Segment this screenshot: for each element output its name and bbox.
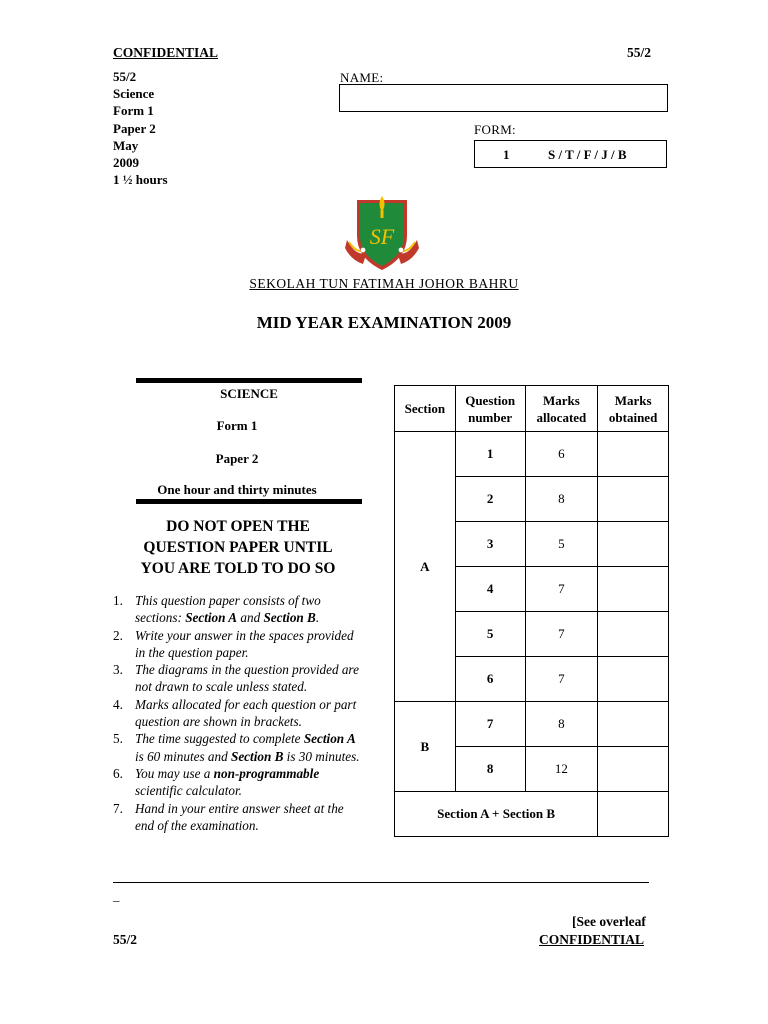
meta-duration: 1 ½ hours: [113, 172, 168, 188]
marks-table: [394, 385, 669, 837]
form-label: FORM:: [474, 122, 516, 137]
marks-obtained-field[interactable]: [598, 702, 669, 747]
marks-allocated: 8: [525, 477, 598, 522]
instructions-list: [113, 592, 363, 834]
question-number: 3: [455, 522, 525, 567]
paper-duration: One hour and thirty minutes: [157, 482, 317, 497]
warning-text: [108, 516, 368, 579]
svg-text:SF: SF: [369, 224, 395, 249]
meta-subject: Science: [113, 86, 155, 102]
paper-subject: SCIENCE: [220, 386, 278, 401]
meta-form: Form 1: [113, 103, 154, 119]
instruction-number: 2.: [113, 627, 123, 643]
instruction-item: 1. This question paper consists of two sections: Section A and Section B.: [113, 593, 321, 626]
instruction-item: 6. You may use a non-programmable scientific calculator.: [113, 765, 320, 799]
warning-line-3: YOU ARE TOLD TO DO SO: [140, 560, 336, 577]
footer-confidential: CONFIDENTIAL: [539, 932, 645, 947]
footer-rule: [113, 882, 649, 883]
total-marks-field[interactable]: [598, 792, 669, 837]
meta-paper: Paper 2: [113, 120, 156, 136]
question-number: 2: [455, 477, 525, 522]
form-number: 1: [503, 147, 510, 162]
instruction-item: 5. The time suggested to complete Section A is 60 minutes and Section B is 30 minutes.: [113, 731, 360, 764]
form-classes: S / T / F / J / B: [548, 147, 627, 162]
table-row: [395, 432, 669, 477]
question-number: 8: [455, 747, 525, 792]
confidential-header: CONFIDENTIAL: [113, 45, 219, 60]
divider-top: [136, 378, 362, 383]
school-logo: [343, 192, 421, 274]
marks-obtained-field[interactable]: [598, 522, 669, 567]
instruction-item: 4. Marks allocated for each question or part question are shown in brackets.: [113, 696, 357, 730]
exam-title: MID YEAR EXAMINATION 2009: [256, 313, 512, 332]
instruction-number: 6.: [113, 765, 123, 781]
section-a-cell: A: [395, 432, 456, 702]
question-number: 6: [455, 657, 525, 702]
marks-obtained-field[interactable]: [598, 567, 669, 612]
warning-line-1: DO NOT OPEN THE: [166, 518, 310, 535]
marks-obtained-field[interactable]: [598, 657, 669, 702]
meta-code: 55/2: [113, 69, 137, 84]
instruction-number: 3.: [113, 662, 123, 678]
paper-number: Paper 2: [215, 451, 259, 466]
marks-allocated: 7: [525, 657, 598, 702]
total-label: Section A + Section B: [395, 792, 598, 837]
header-section: Section: [395, 386, 456, 432]
instruction-number: 1.: [113, 593, 123, 608]
see-overleaf: [See overleaf: [572, 914, 646, 929]
instruction-number: 4.: [113, 696, 123, 712]
question-number: 4: [455, 567, 525, 612]
marks-allocated: 12: [525, 747, 598, 792]
warning-line-2: QUESTION PAPER UNTIL: [143, 539, 333, 556]
instruction-number: 5.: [113, 731, 123, 747]
question-number: 1: [455, 432, 525, 477]
school-name: SEKOLAH TUN FATIMAH JOHOR BAHRU: [249, 276, 519, 291]
instruction-item: 3. The diagrams in the question provided are not drawn to scale unless stated.: [113, 662, 359, 695]
instruction-item: 7. Hand in your entire answer sheet at the end of the examination.: [113, 800, 344, 833]
marks-obtained-field[interactable]: [598, 432, 669, 477]
table-row: [395, 702, 669, 747]
marks-table-header: [395, 386, 669, 432]
header-marks-obtained: Marks obtained: [598, 386, 669, 432]
marks-allocated: 7: [525, 612, 598, 657]
meta-month: May: [113, 137, 139, 153]
header-question: Question number: [455, 386, 525, 432]
question-number: 5: [455, 612, 525, 657]
question-number: 7: [455, 702, 525, 747]
paper-meta: [113, 68, 168, 188]
instruction-item: 2. Write your answer in the spaces provided in the question paper.: [113, 627, 354, 660]
form-field[interactable]: [474, 140, 667, 168]
marks-obtained-field[interactable]: [598, 477, 669, 522]
paper-code-header: 55/2: [627, 45, 652, 60]
paper-form: Form 1: [216, 418, 258, 433]
marks-allocated: 5: [525, 522, 598, 567]
marks-allocated: 8: [525, 702, 598, 747]
meta-year: 2009: [113, 155, 139, 171]
divider-bottom: [136, 499, 362, 504]
instruction-number: 7.: [113, 800, 123, 816]
footer-code: 55/2: [113, 932, 138, 947]
marks-obtained-field[interactable]: [598, 747, 669, 792]
section-b-cell: B: [395, 702, 456, 792]
marks-allocated: 7: [525, 567, 598, 612]
header-marks-allocated: Marks allocated: [525, 386, 598, 432]
school-crest-icon: [343, 192, 421, 274]
table-total-row: [395, 792, 669, 837]
marks-allocated: 6: [525, 432, 598, 477]
name-label: NAME:: [340, 70, 384, 85]
name-field[interactable]: [339, 84, 668, 112]
marks-obtained-field[interactable]: [598, 612, 669, 657]
footer-dash: _: [113, 888, 120, 903]
